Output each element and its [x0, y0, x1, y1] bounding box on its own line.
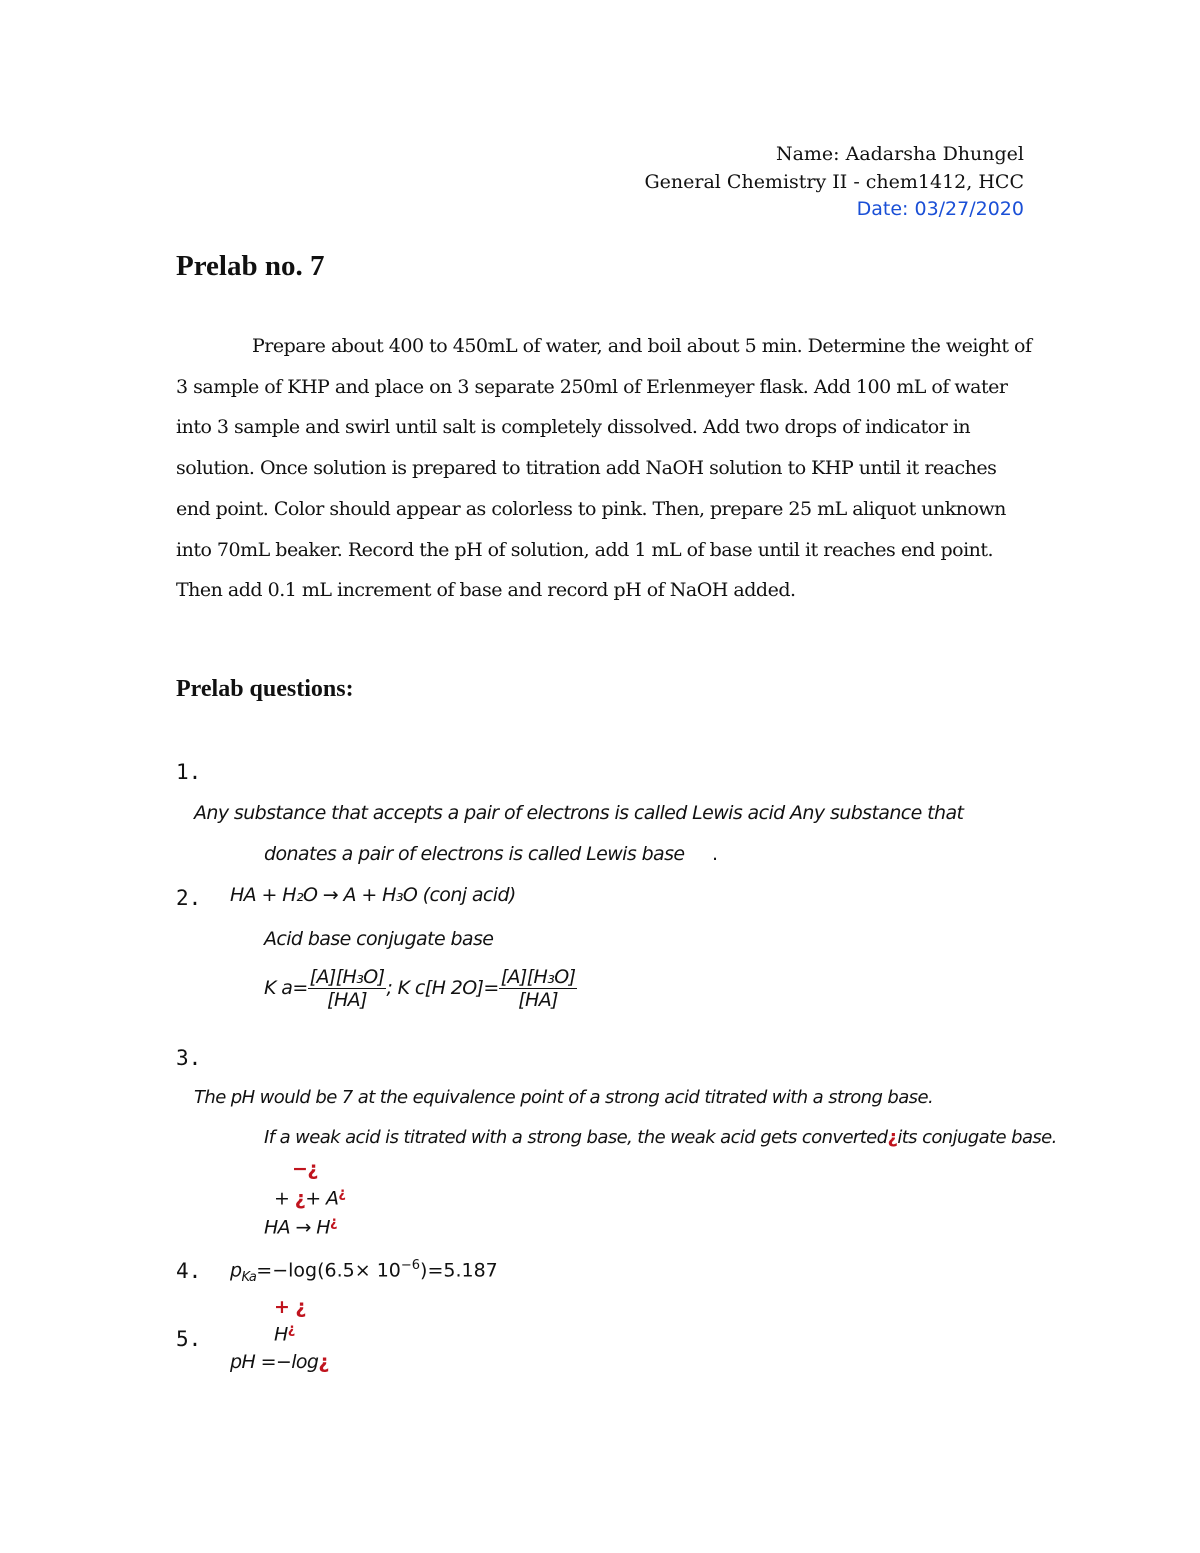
pka-sub: Ka: [241, 1270, 257, 1286]
question-3-line-2b: its conjugate base.: [897, 1127, 1057, 1148]
ka-denominator: [HA]: [308, 988, 387, 1011]
question-2-reaction: HA + H₂O → A + H₃O (conj acid): [230, 884, 516, 906]
eq-mid-sup: ¿: [338, 1186, 346, 1201]
q5-ph-expression: pH =−log: [230, 1351, 319, 1373]
question-1-line-1: Any substance that accepts a pair of electrons is called Lewis acid Any substance that: [194, 802, 964, 824]
pka-rhs-a: =−log(6.5× 10: [256, 1259, 401, 1282]
kc-numerator: [A][H₃O]: [500, 966, 576, 988]
eq-mid-plus: +: [274, 1187, 295, 1210]
question-3-eq-mid: [274, 1186, 345, 1209]
ka-lhs: K a=: [264, 977, 308, 999]
kc-fraction: [499, 966, 578, 1011]
document-title: Prelab no. 7: [176, 250, 325, 282]
pka-rhs-b: )=5.187: [420, 1259, 498, 1282]
question-1-number: 1.: [176, 760, 202, 784]
q5-h: H: [274, 1323, 288, 1346]
questions-heading: Prelab questions:: [176, 676, 354, 702]
procedure-paragraph: [176, 326, 1036, 611]
question-3-eq-top: [292, 1158, 318, 1180]
eq-top-glyph: −¿: [292, 1158, 318, 1180]
broken-glyph: ¿: [887, 1127, 898, 1148]
question-5-top: [274, 1296, 306, 1318]
q5-glyph: ¿: [318, 1351, 329, 1373]
eq-mid-glyph: ¿: [294, 1187, 306, 1210]
q5-h-sup: ¿: [287, 1322, 295, 1337]
report-date: Date: 03/27/2020: [856, 198, 1024, 220]
question-3-number: 3.: [176, 1046, 202, 1070]
question-1-line-2: donates a pair of electrons is called Lewis base: [264, 843, 685, 865]
question-3-line-2a: If a weak acid is titrated with a strong base, the weak acid gets converted: [264, 1127, 888, 1148]
ka-fraction: [308, 966, 387, 1011]
question-3-line-2: [264, 1127, 1057, 1148]
question-2-labels: Acid base conjugate base: [264, 928, 494, 950]
pka-exponent: −6: [400, 1258, 421, 1273]
question-1-period: .: [712, 843, 719, 865]
ka-numerator: [A][H₃O]: [309, 966, 385, 988]
question-4-number: 4.: [176, 1259, 202, 1283]
eq-bottom-sup: ¿: [329, 1215, 337, 1230]
question-5-bottom: [230, 1351, 329, 1373]
kc-lhs: ; K c[H 2O]=: [386, 977, 499, 999]
student-name: Name: Aadarsha Dhungel: [775, 143, 1024, 165]
question-3-line-1: The pH would be 7 at the equivalence point of a strong acid titrated with a strong base.: [194, 1087, 934, 1108]
pka-p: p: [230, 1259, 242, 1282]
course-name: General Chemistry II - chem1412, HCC: [644, 171, 1024, 193]
question-5-mid: [274, 1322, 295, 1345]
question-3-eq-bottom: [264, 1215, 337, 1238]
q5-top-glyph: + ¿: [274, 1296, 306, 1318]
eq-mid-anion: + A: [305, 1187, 339, 1210]
question-5-number: 5.: [176, 1327, 202, 1351]
pka-expression: [230, 1258, 498, 1285]
question-2-number: 2.: [176, 886, 202, 910]
kc-denominator: [HA]: [499, 988, 578, 1011]
equilibrium-expression: [264, 966, 577, 1011]
procedure-text: Prepare about 400 to 450mL of water, and boil about 5 min. Determine the weight of 3 sample of KHP and place on 3 separate 250ml of Erlenmeyer flask. Add 100 mL of water into 3 sample and swirl until salt is completely dissolved. Add two drops of indicator in solution. Once solution is prepared to titration add NaOH solution to KHP until it reaches end point. Color should appear as colorless to pink. Then, prepare 25 mL aliquot unknown into 70mL beaker. Record the pH of solution, add 1 mL of base until it reaches end point. Then add 0.1 mL increment of base and record pH of NaOH added.: [176, 335, 1032, 602]
eq-bottom-text: HA → H: [264, 1216, 330, 1239]
